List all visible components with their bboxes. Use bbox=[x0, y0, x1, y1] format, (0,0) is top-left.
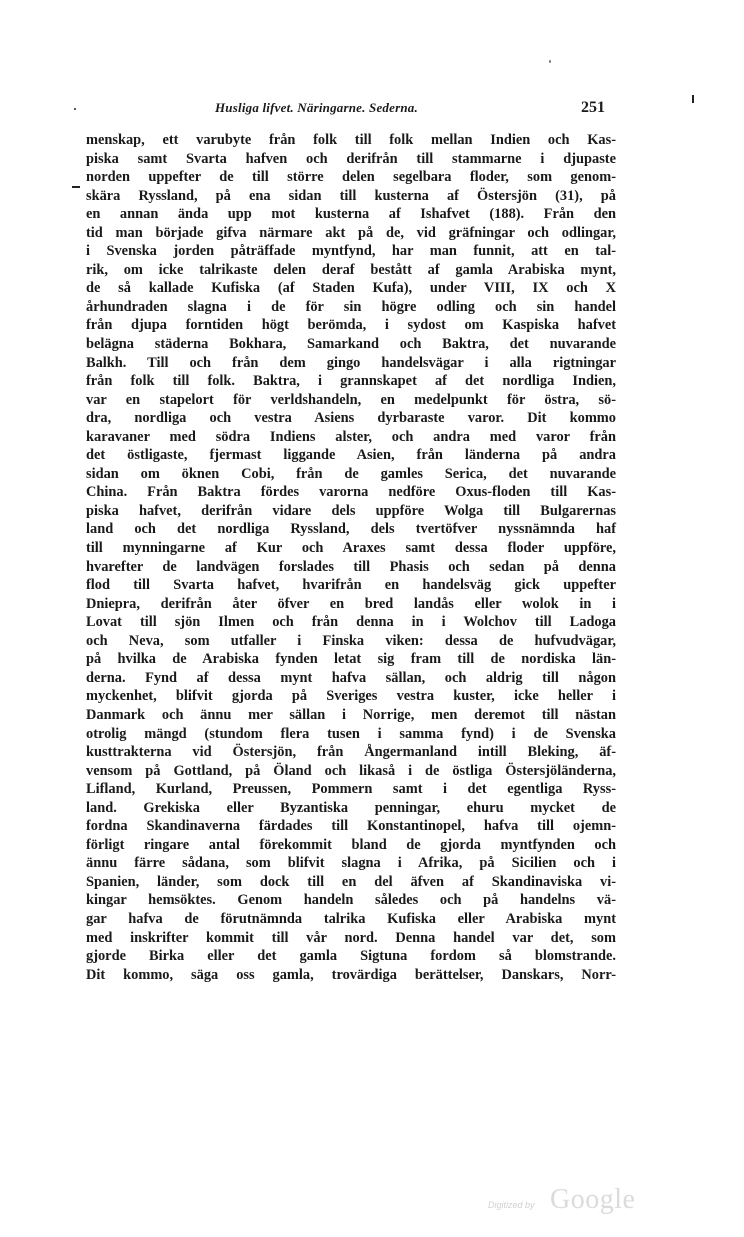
body-text bbox=[86, 131, 616, 984]
text-line: hvarefter de landvägen forslades till Phasis och sedan på denna bbox=[86, 558, 616, 575]
text-line: land. Grekiska eller Byzantiska penningar, ehuru mycket de bbox=[86, 799, 616, 816]
text-line: århundraden slagna i de för sin högre odling och sin handel bbox=[86, 298, 616, 315]
text-line: från djupa forntiden högt berömda, i sydost om Kaspiska hafvet bbox=[86, 317, 616, 334]
text-line: var en stapelort för verldshandeln, en medelpunkt för östra, sö- bbox=[86, 391, 616, 408]
running-title: Husliga lifvet. Näringarne. Sederna. bbox=[215, 100, 418, 115]
page-header bbox=[215, 100, 605, 120]
stray-mark bbox=[74, 108, 76, 110]
text-line: sidan om öknen Cobi, från de gamles Serica, det nuvarande bbox=[86, 465, 616, 482]
text-line: vensom på Gottland, på Öland och likaså i de östliga Östersjöländerna, bbox=[86, 762, 616, 779]
text-line: myckenhet, blifvit gjorda på Sveriges vestra kuster, icke heller i bbox=[86, 688, 616, 705]
text-line: rik, om icke talrikaste delen deraf bestått af gamla Arabiska mynt, bbox=[86, 261, 616, 278]
text-line: det östligaste, fjermast liggande Asien, från länderna på andra bbox=[86, 447, 616, 464]
text-line: gar hafva de förutnämnda talrika Kufiska eller Arabiska mynt bbox=[86, 910, 616, 927]
text-line: dra, nordliga och vestra Asiens dyrbaraste varor. Dit kommo bbox=[86, 410, 616, 427]
text-line: Danmark och ännu mer sällan i Norrige, men deremot till nästan bbox=[86, 706, 616, 723]
text-line: China. Från Baktra fördes varorna nedföre Oxus-floden till Kas- bbox=[86, 484, 616, 501]
stray-mark bbox=[692, 95, 694, 103]
text-line: flod till Svarta hafvet, hvarifrån en handelsväg gick uppefter bbox=[86, 577, 616, 594]
text-line: gjorde Birka eller det gamla Sigtuna fordom så blomstrande. bbox=[86, 948, 616, 965]
text-line: tid man började gifva närmare akt på de, vid gräfningar och odlingar, bbox=[86, 224, 616, 241]
digitization-watermark bbox=[488, 1184, 658, 1218]
text-line: skära Ryssland, på ena sidan till kusterna af Östersjön (31), på bbox=[86, 187, 616, 204]
text-line: Dit kommo, säga oss gamla, trovärdiga berättelser, Danskars, Norr- bbox=[86, 966, 616, 983]
watermark-prefix: Digitized by bbox=[488, 1200, 535, 1210]
text-line: menskap, ett varubyte från folk till folk mellan Indien och Kas- bbox=[86, 132, 616, 148]
page-number: 251 bbox=[581, 99, 605, 116]
text-line: kusttrakterna vid Östersjön, från Ångermanland intill Bleking, äf- bbox=[86, 744, 616, 761]
text-line: ännu färre sådana, som blifvit slagna i Afrika, på Sicilien och i bbox=[86, 855, 616, 872]
text-line: Lovat till sjön Ilmen och från denna in i Wolchov till Ladoga bbox=[86, 614, 616, 631]
text-line: med inskrifter kommit till vår nord. Denna handel var det, som bbox=[86, 929, 616, 946]
text-line: piska hafvet, derifrån vidare dels uppföre Wolga till Bulgarernas bbox=[86, 502, 616, 519]
text-line: de så kallade Kufiska (af Staden Kufa), under VIII, IX och X bbox=[86, 280, 616, 297]
stray-mark bbox=[72, 186, 80, 188]
stray-mark bbox=[549, 60, 551, 63]
text-line: fordna Skandinaverna färdades till Konstantinopel, hafva till ojemn- bbox=[86, 818, 616, 835]
text-line: otrolig mängd (stundom flera tusen i samma fynd) i de Svenska bbox=[86, 725, 616, 742]
text-line: Lifland, Kurland, Preussen, Pommern samt i det egentliga Ryss- bbox=[86, 781, 616, 798]
text-line: Spanien, länder, som dock till en del äfven af Skandinaviska vi- bbox=[86, 873, 616, 890]
text-line: från folk till folk. Baktra, i grannskapet af det nordliga Indien, bbox=[86, 373, 616, 390]
text-line: karavaner med södra Indiens alster, och andra med varor från bbox=[86, 428, 616, 445]
text-line: Dniepra, derifrån åter öfver en bred landås eller wolok in i bbox=[86, 595, 616, 612]
text-line: belägna städerna Bokhara, Samarkand och Baktra, det nuvarande bbox=[86, 336, 616, 353]
text-line: Balkh. Till och från dem gingo handelsvägar i alla rigtningar bbox=[86, 354, 616, 371]
text-line: piska samt Svarta hafven och derifrån till stammarne i djupaste bbox=[86, 150, 616, 167]
google-logo: Google bbox=[550, 1184, 636, 1215]
text-line: land och det nordliga Ryssland, dels tvertöfver nyssnämnda haf bbox=[86, 521, 616, 538]
text-line: norden uppefter de till större delen segelbara floder, som genom- bbox=[86, 169, 616, 186]
text-line: förligt ringare antal förekommit bland de gjorda myntfynden och bbox=[86, 836, 616, 853]
text-line: på hvilka de Arabiska fynden letat sig fram till de nordiska län- bbox=[86, 651, 616, 668]
text-line: derna. Fynd af dessa mynt hafva sällan, och aldrig till någon bbox=[86, 669, 616, 686]
text-line: kingar hemsöktes. Genom handeln således och på handelns vä- bbox=[86, 892, 616, 909]
text-line: en annan ända upp mot kusterna af Ishafvet (188). Från den bbox=[86, 206, 616, 223]
text-line: till mynningarne af Kur och Araxes samt dessa floder uppföre, bbox=[86, 540, 616, 557]
text-line: och Neva, som utfaller i Finska viken: dessa de hufvudvägar, bbox=[86, 632, 616, 649]
text-line: i Svenska jorden påträffade myntfynd, har man funnit, att en tal- bbox=[86, 243, 616, 260]
